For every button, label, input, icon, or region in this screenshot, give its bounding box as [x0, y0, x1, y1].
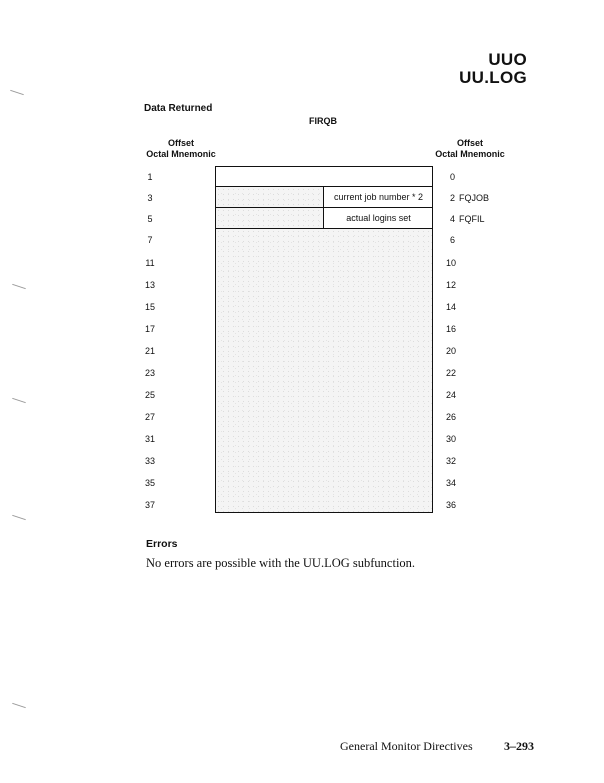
- binding-mark: [12, 398, 26, 403]
- binding-mark: [12, 284, 26, 289]
- left-header-octal-mnemonic: Octal Mnemonic: [146, 149, 216, 159]
- row-divider-2: [215, 207, 433, 208]
- errors-heading: Errors: [146, 538, 178, 550]
- left-offset-15: 15: [144, 302, 155, 312]
- right-offset-6: 6: [450, 235, 456, 245]
- page-header-uuo: UUO: [488, 50, 527, 69]
- shaded-byte-3: [216, 187, 323, 207]
- firqb-label: FIRQB: [309, 116, 337, 126]
- left-offset-31: 31: [144, 434, 155, 444]
- left-offset-25: 25: [144, 390, 155, 400]
- left-offset-1: 1: [147, 172, 153, 182]
- binding-mark: [10, 90, 24, 95]
- left-column-header: [138, 138, 224, 160]
- field-current-job-number: current job number * 2: [333, 192, 424, 202]
- right-offset-24: 24: [446, 390, 457, 400]
- right-offset-34: 34: [446, 478, 457, 488]
- right-header-offset: Offset: [456, 138, 483, 148]
- footer-page-number: 3–293: [504, 739, 534, 753]
- left-offset-33: 33: [144, 456, 155, 466]
- right-offset-12: 12: [446, 280, 457, 290]
- right-offset-32: 32: [446, 456, 457, 466]
- right-offset-0: 0: [450, 172, 456, 182]
- binding-mark: [12, 515, 26, 520]
- left-offset-11: 11: [145, 258, 155, 268]
- left-offset-27: 27: [144, 412, 155, 422]
- row-divider-3: [215, 228, 433, 229]
- left-offset-13: 13: [144, 280, 155, 290]
- right-offset-14: 14: [446, 302, 457, 312]
- footer-section-title: General Monitor Directives: [340, 739, 473, 753]
- right-offset-10: 10: [446, 258, 457, 268]
- right-header-octal-mnemonic: Octal Mnemonic: [435, 149, 505, 159]
- shaded-byte-5: [216, 208, 323, 228]
- left-offset-21: 21: [144, 346, 155, 356]
- left-offset-5: 5: [147, 214, 153, 224]
- errors-text: No errors are possible with the UU.LOG subfunction.: [146, 556, 416, 570]
- right-offset-30: 30: [446, 434, 457, 444]
- left-offset-3: 3: [147, 193, 153, 203]
- right-column-header: [427, 138, 513, 160]
- right-offset-36: 36: [446, 500, 457, 510]
- left-offset-17: 17: [144, 324, 155, 334]
- mnemonic-fqfil: FQFIL: [459, 214, 485, 224]
- field-actual-logins-set: actual logins set: [346, 213, 411, 223]
- mnemonic-fqjob: FQJOB: [459, 193, 490, 203]
- right-offset-26: 26: [446, 412, 457, 422]
- left-header-offset: Offset: [167, 138, 194, 148]
- right-offset-2: 2: [450, 193, 456, 203]
- right-offset-22: 22: [446, 368, 457, 378]
- binding-mark: [12, 703, 26, 708]
- left-offset-7: 7: [147, 235, 153, 245]
- right-offset-16: 16: [446, 324, 457, 334]
- data-returned-heading: Data Returned: [144, 103, 213, 114]
- right-offset-4: 4: [450, 214, 456, 224]
- shaded-area-unused: [216, 229, 432, 512]
- left-offset-23: 23: [144, 368, 155, 378]
- page-header-uu-log: UU.LOG: [459, 68, 527, 87]
- left-offset-37: 37: [144, 500, 155, 510]
- row-divider-1: [215, 186, 433, 187]
- right-offset-20: 20: [446, 346, 457, 356]
- left-offset-35: 35: [144, 478, 155, 488]
